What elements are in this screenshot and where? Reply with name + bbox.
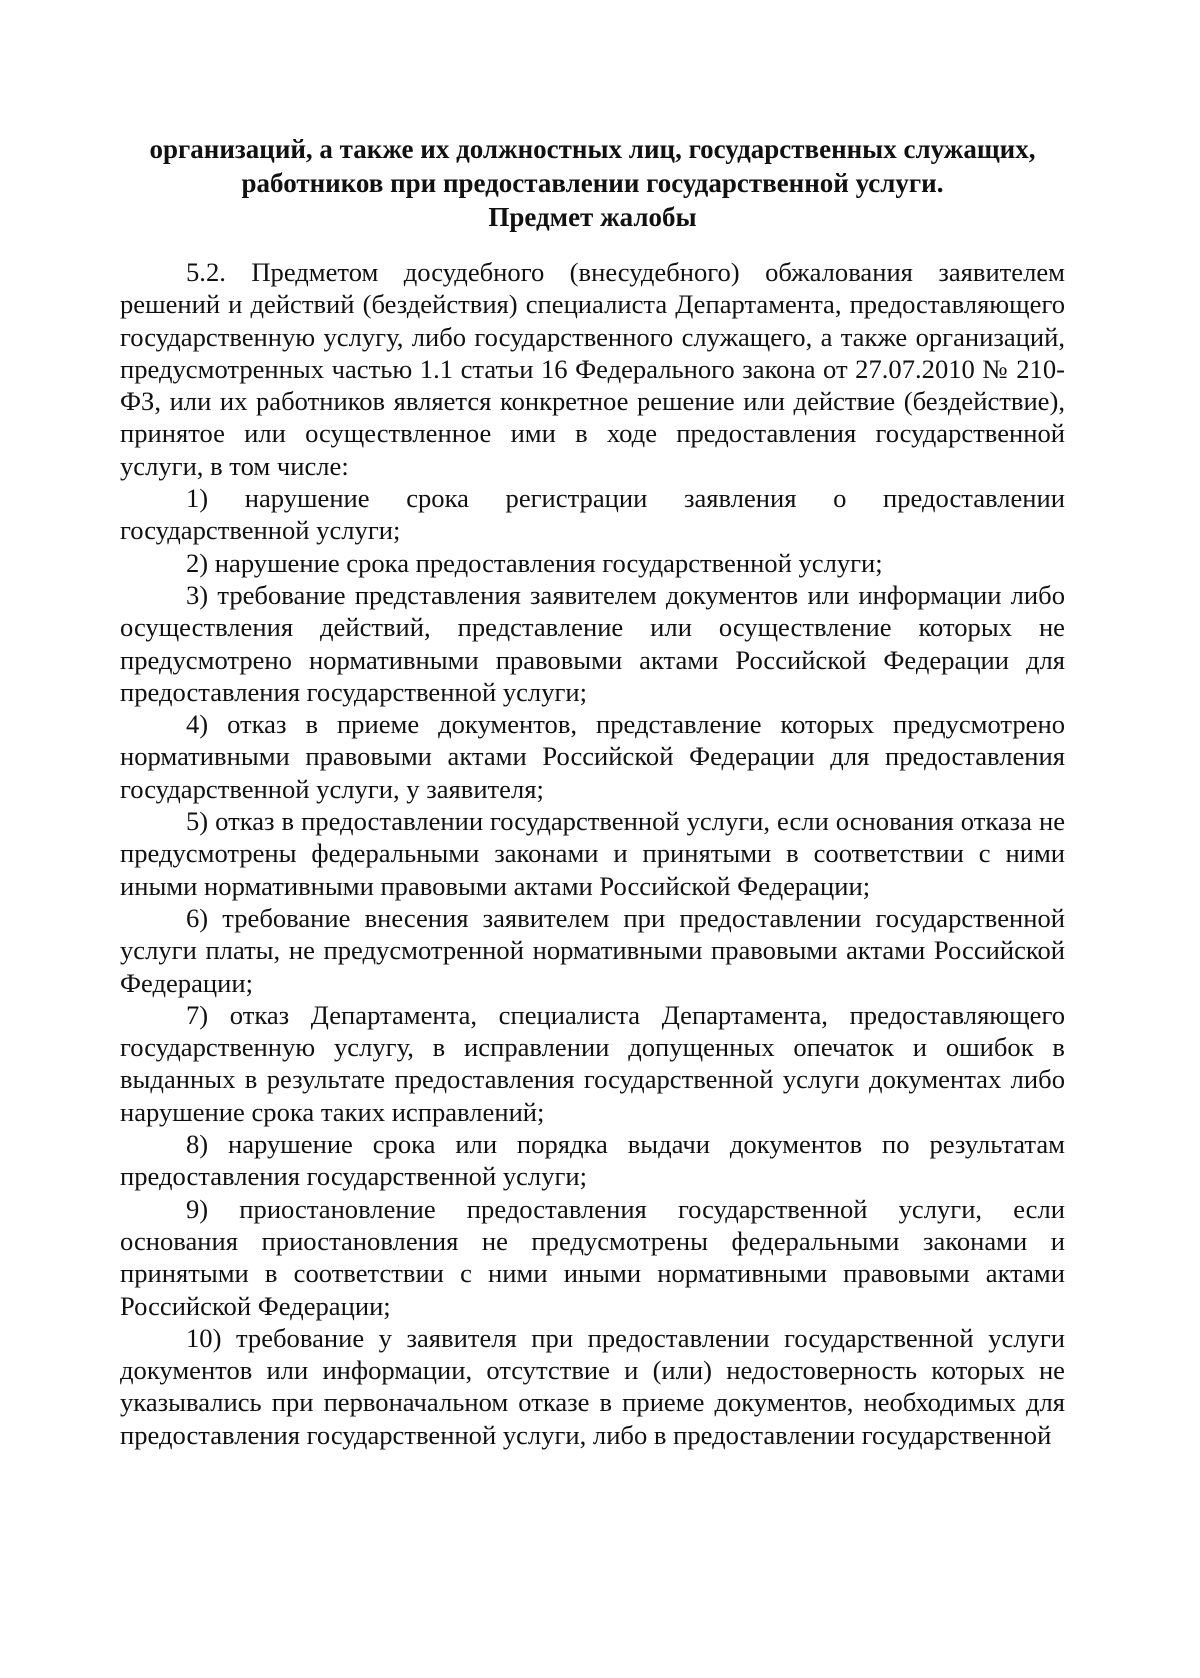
- list-item-5: 5) отказ в предоставлении государственной услуги, если основания отказа не предусмотрены федеральными законами и принятыми в соответствии с ними иными нормативными правовыми актами Российской Федерации;: [120, 806, 1065, 901]
- list-item-7: 7) отказ Департамента, специалиста Департамента, предоставляющего государственную услугу, в исправлении допущенных опечаток и ошибок в выданных в результате предоставления государственной услуги документах либо нарушение срока таких исправлений;: [120, 999, 1065, 1127]
- list-item-10: 10) требование у заявителя при предоставлении государственной услуги документов или информации, отсутствие и (или) недостоверность которых не указывались при первоначальном отказе в приеме документов, необходимых для предоставления государственной услуги, либо в предоставлении государственной: [120, 1322, 1065, 1450]
- list-item-8: 8) нарушение срока или порядка выдачи документов по результатам предоставления государственной услуги;: [120, 1129, 1065, 1192]
- list-item-6: 6) требование внесения заявителем при предоставлении государственной услуги платы, не предусмотренной нормативными правовыми актами Российской Федерации;: [120, 902, 1065, 998]
- heading-line: организаций, а также их должностных лиц, государственных служащих,: [149, 134, 1036, 164]
- list-item-1: 1) нарушение срока регистрации заявления о предоставлении государственной услуги;: [120, 483, 1065, 546]
- list-item-2: 2) нарушение срока предоставления государственной услуги;: [186, 547, 883, 578]
- section-heading: [120, 132, 1065, 234]
- list-item-3: 3) требование представления заявителем документов или информации либо осуществления действий, представление или осуществление которых не предусмотрено нормативными правовыми актами Российской Федерации для предоставления государственной услуги;: [120, 579, 1065, 707]
- heading-line: работников при предоставлении государственной услуги.: [241, 168, 944, 198]
- paragraph-5-2: 5.2. Предметом досудебного (внесудебного) обжалования заявителем решений и действий (бездействия) специалиста Департамента, предоставляющего государственную услугу, либо государственного служащего, а также организаций, предусмотренных частью 1.1 статьи 16 Федерального закона от 27.07.2010 № 210-ФЗ, или их работников является конкретное решение или действие (бездействие), принятое или осуществленное ими в ходе предоставления государственной услуги, в том числе:: [120, 257, 1065, 481]
- heading-subtitle: Предмет жалобы: [488, 202, 697, 232]
- document-body: [120, 132, 1065, 1451]
- list-item-9: 9) приостановление предоставления государственной услуги, если основания приостановления не предусмотрены федеральными законами и принятыми в соответствии с ними иными нормативными правовыми актами Российской Федерации;: [120, 1193, 1065, 1321]
- list-item-4: 4) отказ в приеме документов, представление которых предусмотрено нормативными правовыми актами Российской Федерации для предоставления государственной услуги, у заявителя;: [120, 709, 1065, 804]
